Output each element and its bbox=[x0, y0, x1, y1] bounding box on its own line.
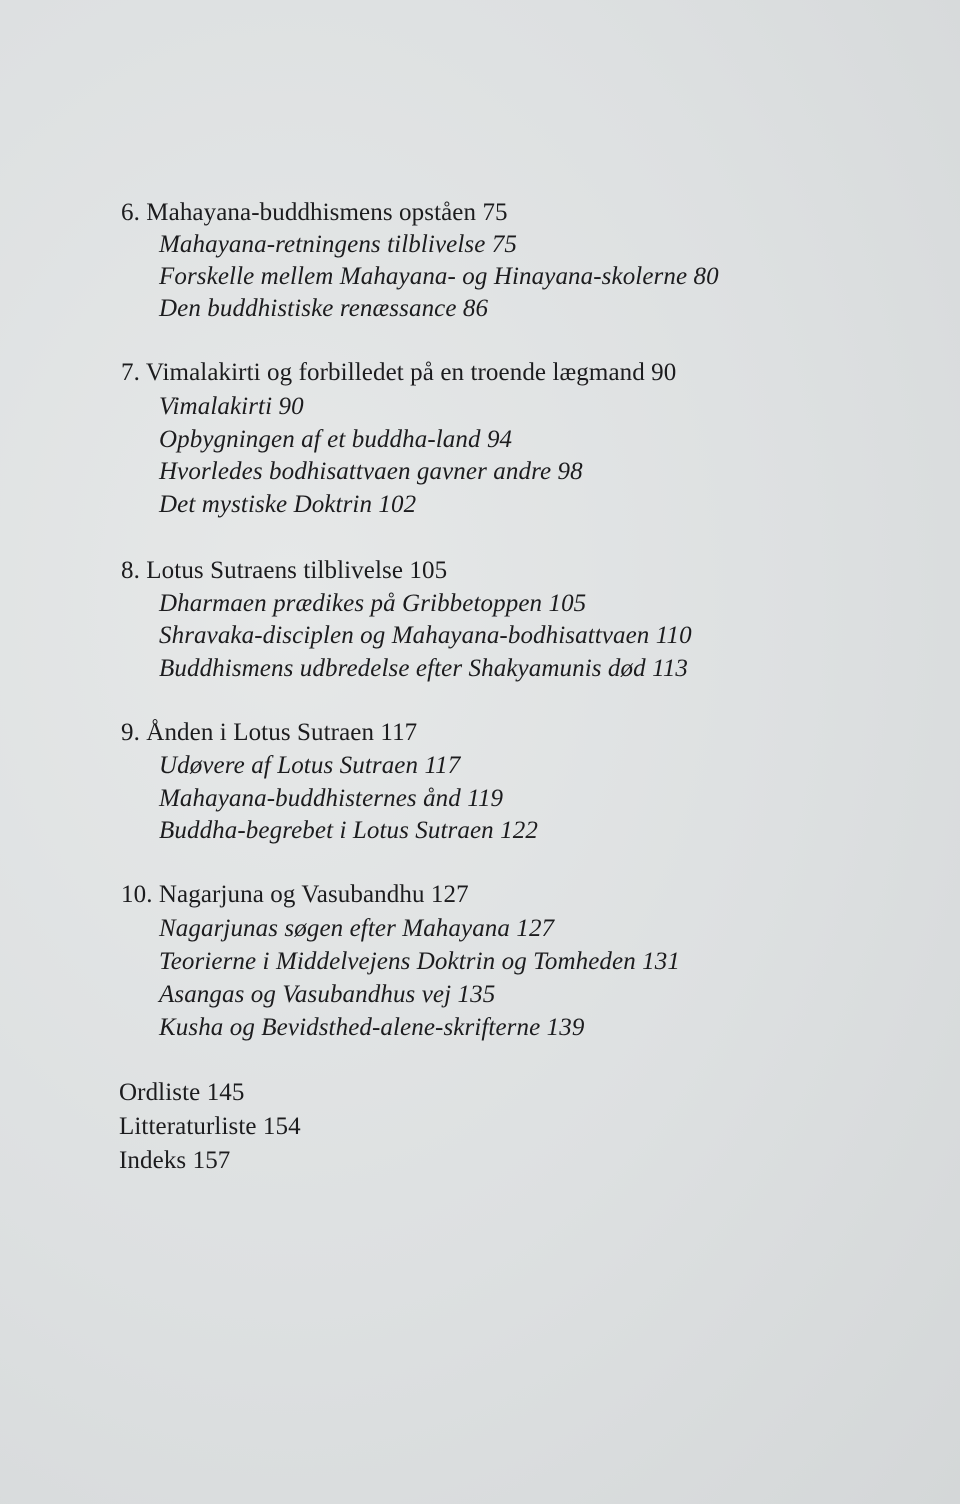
chapter-6-title: 6. Mahayana-buddhismens opståen 75 bbox=[121, 199, 508, 226]
chapter-6-section-1: Mahayana-retningens tilblivelse 75 bbox=[159, 231, 517, 258]
chapter-7-section-3: Hvorledes bodhisattvaen gavner andre 98 bbox=[159, 458, 583, 485]
back-matter-indeks: Indeks 157 bbox=[119, 1147, 231, 1174]
chapter-10-section-3: Asangas og Vasubandhus vej 135 bbox=[159, 981, 496, 1008]
chapter-8-title: 8. Lotus Sutraens tilblivelse 105 bbox=[121, 557, 448, 584]
chapter-7-section-1: Vimalakirti 90 bbox=[159, 393, 304, 420]
chapter-8-section-3: Buddhismens udbredelse efter Shakyamunis død 113 bbox=[159, 655, 689, 682]
chapter-9-title: 9. Ånden i Lotus Sutraen 117 bbox=[121, 719, 418, 746]
chapter-6-section-3: Den buddhistiske renæssance 86 bbox=[159, 295, 489, 322]
chapter-10-section-4: Kusha og Bevidsthed-alene-skrifterne 139 bbox=[159, 1014, 585, 1041]
chapter-7-section-2: Opbygningen af et buddha-land 94 bbox=[159, 426, 513, 453]
chapter-7-title: 7. Vimalakirti og forbilledet på en troende lægmand 90 bbox=[121, 359, 677, 386]
chapter-10-section-1: Nagarjunas søgen efter Mahayana 127 bbox=[159, 915, 555, 942]
chapter-6-section-2: Forskelle mellem Mahayana- og Hinayana-skolerne 80 bbox=[159, 263, 719, 290]
chapter-9-section-3: Buddha-begrebet i Lotus Sutraen 122 bbox=[159, 817, 538, 844]
chapter-9-section-1: Udøvere af Lotus Sutraen 117 bbox=[159, 752, 461, 779]
chapter-10-title: 10. Nagarjuna og Vasubandhu 127 bbox=[121, 881, 469, 908]
chapter-9-section-2: Mahayana-buddhisternes ånd 119 bbox=[159, 785, 504, 812]
chapter-7-section-4: Det mystiske Doktrin 102 bbox=[159, 491, 417, 518]
back-matter-ordliste: Ordliste 145 bbox=[119, 1079, 245, 1106]
back-matter-litteraturliste: Litteraturliste 154 bbox=[119, 1113, 301, 1140]
chapter-10-section-2: Teorierne i Middelvejens Doktrin og Tomheden 131 bbox=[159, 948, 680, 975]
chapter-8-section-1: Dharmaen prædikes på Gribbetoppen 105 bbox=[159, 590, 587, 617]
chapter-8-section-2: Shravaka-disciplen og Mahayana-bodhisattvaen 110 bbox=[159, 622, 692, 649]
